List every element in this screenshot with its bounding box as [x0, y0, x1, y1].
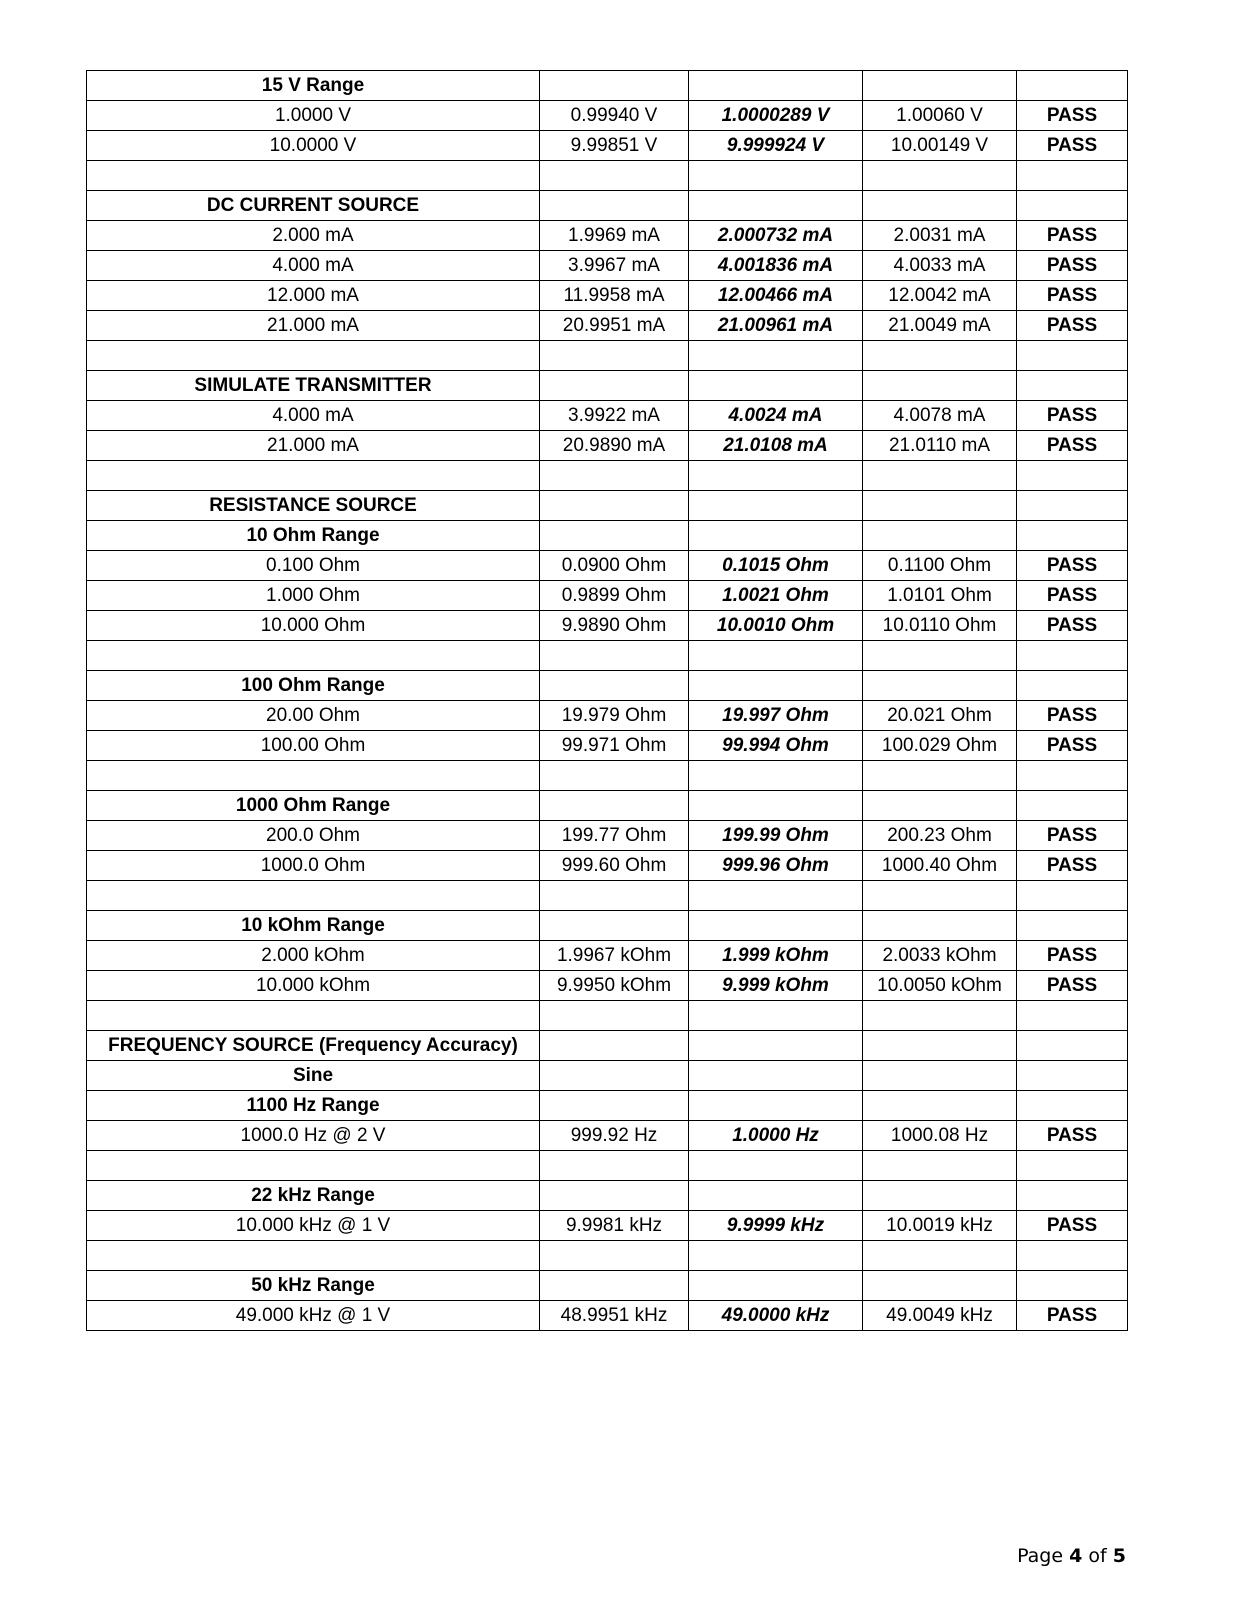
nominal-value-cell: 1.0000 V [87, 101, 540, 131]
nominal-value-cell [87, 1151, 540, 1181]
lower-limit-cell [540, 1061, 689, 1091]
blank-row [87, 1241, 1128, 1271]
result-cell [1017, 1271, 1128, 1301]
result-cell [1017, 341, 1128, 371]
lower-limit-cell [540, 1181, 689, 1211]
lower-limit-cell: 9.9950 kOhm [540, 971, 689, 1001]
blank-row [87, 161, 1128, 191]
result-cell: PASS [1017, 311, 1128, 341]
upper-limit-cell: 10.0019 kHz [863, 1211, 1017, 1241]
table-row [87, 251, 1128, 281]
measured-value-cell [689, 791, 863, 821]
measured-value-cell: 4.001836 mA [689, 251, 863, 281]
measured-value-cell: 199.99 Ohm [689, 821, 863, 851]
result-cell: PASS [1017, 611, 1128, 641]
measured-value-cell: 21.00961 mA [689, 311, 863, 341]
upper-limit-cell [863, 1061, 1017, 1091]
table-row [87, 101, 1128, 131]
section-heading-row [87, 1181, 1128, 1211]
measured-value-cell [689, 1151, 863, 1181]
upper-limit-cell: 2.0033 kOhm [863, 941, 1017, 971]
table-row [87, 731, 1128, 761]
upper-limit-cell [863, 1181, 1017, 1211]
nominal-value-cell: 49.000 kHz @ 1 V [87, 1301, 540, 1331]
upper-limit-cell [863, 641, 1017, 671]
result-cell [1017, 641, 1128, 671]
upper-limit-cell: 10.0110 Ohm [863, 611, 1017, 641]
table-row [87, 851, 1128, 881]
lower-limit-cell: 0.99940 V [540, 101, 689, 131]
table-row [87, 611, 1128, 641]
upper-limit-cell [863, 1241, 1017, 1271]
measured-value-cell [689, 881, 863, 911]
measured-value-cell [689, 491, 863, 521]
section-heading-cell: 15 V Range [87, 71, 540, 101]
table-row [87, 941, 1128, 971]
nominal-value-cell [87, 881, 540, 911]
lower-limit-cell: 20.9890 mA [540, 431, 689, 461]
result-cell [1017, 1031, 1128, 1061]
lower-limit-cell [540, 491, 689, 521]
section-heading-cell: 50 kHz Range [87, 1271, 540, 1301]
lower-limit-cell [540, 371, 689, 401]
table-row [87, 1211, 1128, 1241]
upper-limit-cell: 1.0101 Ohm [863, 581, 1017, 611]
nominal-value-cell [87, 761, 540, 791]
measured-value-cell: 9.999924 V [689, 131, 863, 161]
lower-limit-cell [540, 791, 689, 821]
section-heading-cell: RESISTANCE SOURCE [87, 491, 540, 521]
nominal-value-cell: 4.000 mA [87, 401, 540, 431]
page-of-label: of [1088, 1545, 1107, 1567]
result-cell [1017, 881, 1128, 911]
upper-limit-cell [863, 791, 1017, 821]
result-cell: PASS [1017, 851, 1128, 881]
upper-limit-cell: 12.0042 mA [863, 281, 1017, 311]
nominal-value-cell: 1000.0 Hz @ 2 V [87, 1121, 540, 1151]
measured-value-cell [689, 671, 863, 701]
upper-limit-cell: 4.0033 mA [863, 251, 1017, 281]
upper-limit-cell [863, 71, 1017, 101]
nominal-value-cell: 21.000 mA [87, 311, 540, 341]
measured-value-cell [689, 1181, 863, 1211]
table-row [87, 1121, 1128, 1151]
table-row [87, 221, 1128, 251]
section-heading-row [87, 191, 1128, 221]
nominal-value-cell: 2.000 mA [87, 221, 540, 251]
section-heading-cell: FREQUENCY SOURCE (Frequency Accuracy) [87, 1031, 540, 1061]
lower-limit-cell: 9.99851 V [540, 131, 689, 161]
measured-value-cell [689, 341, 863, 371]
section-heading-cell: SIMULATE TRANSMITTER [87, 371, 540, 401]
upper-limit-cell [863, 161, 1017, 191]
nominal-value-cell [87, 341, 540, 371]
lower-limit-cell [540, 161, 689, 191]
upper-limit-cell: 1000.40 Ohm [863, 851, 1017, 881]
result-cell: PASS [1017, 731, 1128, 761]
table-row [87, 281, 1128, 311]
table-row [87, 551, 1128, 581]
result-cell [1017, 671, 1128, 701]
result-cell [1017, 1001, 1128, 1031]
measured-value-cell [689, 191, 863, 221]
upper-limit-cell: 4.0078 mA [863, 401, 1017, 431]
result-cell: PASS [1017, 1301, 1128, 1331]
result-cell: PASS [1017, 281, 1128, 311]
lower-limit-cell [540, 1151, 689, 1181]
nominal-value-cell: 10.000 Ohm [87, 611, 540, 641]
lower-limit-cell: 0.9899 Ohm [540, 581, 689, 611]
lower-limit-cell [540, 641, 689, 671]
lower-limit-cell [540, 1271, 689, 1301]
nominal-value-cell [87, 161, 540, 191]
result-cell: PASS [1017, 401, 1128, 431]
upper-limit-cell: 1000.08 Hz [863, 1121, 1017, 1151]
nominal-value-cell [87, 461, 540, 491]
measured-value-cell [689, 461, 863, 491]
section-heading-row [87, 1061, 1128, 1091]
upper-limit-cell: 21.0110 mA [863, 431, 1017, 461]
table-row [87, 131, 1128, 161]
table-row [87, 1301, 1128, 1331]
section-heading-row [87, 791, 1128, 821]
result-cell: PASS [1017, 221, 1128, 251]
lower-limit-cell: 48.9951 kHz [540, 1301, 689, 1331]
upper-limit-cell [863, 1271, 1017, 1301]
nominal-value-cell [87, 1001, 540, 1031]
measured-value-cell [689, 71, 863, 101]
result-cell [1017, 371, 1128, 401]
nominal-value-cell [87, 1241, 540, 1271]
section-heading-row [87, 371, 1128, 401]
nominal-value-cell: 10.000 kHz @ 1 V [87, 1211, 540, 1241]
section-heading-row [87, 1031, 1128, 1061]
section-heading-cell: 10 kOhm Range [87, 911, 540, 941]
upper-limit-cell: 100.029 Ohm [863, 731, 1017, 761]
section-heading-cell: 100 Ohm Range [87, 671, 540, 701]
upper-limit-cell: 21.0049 mA [863, 311, 1017, 341]
blank-row [87, 461, 1128, 491]
result-cell [1017, 491, 1128, 521]
measured-value-cell [689, 1001, 863, 1031]
section-heading-row [87, 911, 1128, 941]
section-heading-cell: 22 kHz Range [87, 1181, 540, 1211]
upper-limit-cell: 20.021 Ohm [863, 701, 1017, 731]
nominal-value-cell: 2.000 kOhm [87, 941, 540, 971]
measured-value-cell: 10.0010 Ohm [689, 611, 863, 641]
measured-value-cell: 21.0108 mA [689, 431, 863, 461]
blank-row [87, 761, 1128, 791]
measured-value-cell: 9.9999 kHz [689, 1211, 863, 1241]
lower-limit-cell: 3.9967 mA [540, 251, 689, 281]
result-cell: PASS [1017, 941, 1128, 971]
result-cell [1017, 1091, 1128, 1121]
table-row [87, 821, 1128, 851]
nominal-value-cell [87, 641, 540, 671]
lower-limit-cell: 19.979 Ohm [540, 701, 689, 731]
nominal-value-cell: 100.00 Ohm [87, 731, 540, 761]
table-row [87, 431, 1128, 461]
result-cell [1017, 761, 1128, 791]
section-heading-cell: 10 Ohm Range [87, 521, 540, 551]
section-heading-row [87, 521, 1128, 551]
measured-value-cell: 4.0024 mA [689, 401, 863, 431]
lower-limit-cell [540, 71, 689, 101]
section-heading-cell: 1100 Hz Range [87, 1091, 540, 1121]
upper-limit-cell [863, 761, 1017, 791]
upper-limit-cell [863, 491, 1017, 521]
lower-limit-cell: 0.0900 Ohm [540, 551, 689, 581]
nominal-value-cell: 10.000 kOhm [87, 971, 540, 1001]
measured-value-cell [689, 911, 863, 941]
lower-limit-cell [540, 1241, 689, 1271]
section-heading-row [87, 1271, 1128, 1301]
blank-row [87, 1151, 1128, 1181]
result-cell [1017, 521, 1128, 551]
section-heading-row [87, 671, 1128, 701]
nominal-value-cell: 10.0000 V [87, 131, 540, 161]
upper-limit-cell [863, 461, 1017, 491]
lower-limit-cell: 99.971 Ohm [540, 731, 689, 761]
measured-value-cell [689, 1091, 863, 1121]
upper-limit-cell [863, 521, 1017, 551]
nominal-value-cell: 0.100 Ohm [87, 551, 540, 581]
result-cell: PASS [1017, 431, 1128, 461]
upper-limit-cell [863, 341, 1017, 371]
total-pages: 5 [1112, 1545, 1126, 1567]
measured-value-cell [689, 371, 863, 401]
upper-limit-cell: 0.1100 Ohm [863, 551, 1017, 581]
section-heading-row [87, 491, 1128, 521]
result-cell [1017, 161, 1128, 191]
result-cell: PASS [1017, 131, 1128, 161]
lower-limit-cell: 11.9958 mA [540, 281, 689, 311]
lower-limit-cell: 1.9967 kOhm [540, 941, 689, 971]
measured-value-cell [689, 161, 863, 191]
calibration-results-body [87, 71, 1128, 1331]
result-cell [1017, 1151, 1128, 1181]
calibration-results-table [86, 70, 1128, 1331]
upper-limit-cell [863, 371, 1017, 401]
current-page: 4 [1069, 1545, 1083, 1567]
upper-limit-cell: 1.00060 V [863, 101, 1017, 131]
measured-value-cell: 1.0000289 V [689, 101, 863, 131]
measured-value-cell: 1.0021 Ohm [689, 581, 863, 611]
measured-value-cell [689, 1061, 863, 1091]
result-cell: PASS [1017, 1211, 1128, 1241]
nominal-value-cell: 4.000 mA [87, 251, 540, 281]
table-row [87, 971, 1128, 1001]
result-cell [1017, 1061, 1128, 1091]
lower-limit-cell [540, 341, 689, 371]
result-cell: PASS [1017, 821, 1128, 851]
measured-value-cell [689, 641, 863, 671]
nominal-value-cell: 20.00 Ohm [87, 701, 540, 731]
result-cell [1017, 1241, 1128, 1271]
measured-value-cell: 2.000732 mA [689, 221, 863, 251]
measured-value-cell [689, 1241, 863, 1271]
page-number [1017, 1545, 1126, 1567]
lower-limit-cell [540, 521, 689, 551]
result-cell: PASS [1017, 251, 1128, 281]
measured-value-cell: 19.997 Ohm [689, 701, 863, 731]
lower-limit-cell [540, 671, 689, 701]
result-cell: PASS [1017, 971, 1128, 1001]
lower-limit-cell [540, 1001, 689, 1031]
lower-limit-cell [540, 461, 689, 491]
lower-limit-cell [540, 911, 689, 941]
measured-value-cell: 999.96 Ohm [689, 851, 863, 881]
result-cell [1017, 911, 1128, 941]
result-cell: PASS [1017, 581, 1128, 611]
section-heading-cell: 1000 Ohm Range [87, 791, 540, 821]
measured-value-cell [689, 521, 863, 551]
upper-limit-cell: 10.0050 kOhm [863, 971, 1017, 1001]
section-heading-row [87, 71, 1128, 101]
result-cell [1017, 71, 1128, 101]
lower-limit-cell [540, 761, 689, 791]
measured-value-cell: 1.999 kOhm [689, 941, 863, 971]
lower-limit-cell: 999.60 Ohm [540, 851, 689, 881]
lower-limit-cell: 3.9922 mA [540, 401, 689, 431]
table-row [87, 581, 1128, 611]
table-row [87, 401, 1128, 431]
section-heading-cell: Sine [87, 1061, 540, 1091]
measured-value-cell: 1.0000 Hz [689, 1121, 863, 1151]
blank-row [87, 1001, 1128, 1031]
result-cell [1017, 1181, 1128, 1211]
measured-value-cell: 9.999 kOhm [689, 971, 863, 1001]
blank-row [87, 641, 1128, 671]
result-cell: PASS [1017, 101, 1128, 131]
result-cell: PASS [1017, 1121, 1128, 1151]
upper-limit-cell: 2.0031 mA [863, 221, 1017, 251]
lower-limit-cell: 199.77 Ohm [540, 821, 689, 851]
lower-limit-cell: 20.9951 mA [540, 311, 689, 341]
nominal-value-cell: 1000.0 Ohm [87, 851, 540, 881]
upper-limit-cell: 10.00149 V [863, 131, 1017, 161]
lower-limit-cell [540, 1031, 689, 1061]
result-cell [1017, 791, 1128, 821]
lower-limit-cell [540, 191, 689, 221]
measured-value-cell: 49.0000 kHz [689, 1301, 863, 1331]
lower-limit-cell: 1.9969 mA [540, 221, 689, 251]
nominal-value-cell: 200.0 Ohm [87, 821, 540, 851]
result-cell: PASS [1017, 551, 1128, 581]
section-heading-cell: DC CURRENT SOURCE [87, 191, 540, 221]
upper-limit-cell [863, 881, 1017, 911]
upper-limit-cell [863, 671, 1017, 701]
result-cell [1017, 461, 1128, 491]
lower-limit-cell [540, 881, 689, 911]
upper-limit-cell [863, 1091, 1017, 1121]
upper-limit-cell [863, 191, 1017, 221]
nominal-value-cell: 21.000 mA [87, 431, 540, 461]
measured-value-cell: 99.994 Ohm [689, 731, 863, 761]
table-row [87, 701, 1128, 731]
upper-limit-cell [863, 1151, 1017, 1181]
upper-limit-cell [863, 911, 1017, 941]
measured-value-cell [689, 1031, 863, 1061]
blank-row [87, 881, 1128, 911]
upper-limit-cell: 200.23 Ohm [863, 821, 1017, 851]
upper-limit-cell [863, 1031, 1017, 1061]
section-heading-row [87, 1091, 1128, 1121]
page-label: Page [1017, 1545, 1064, 1567]
table-row [87, 311, 1128, 341]
lower-limit-cell: 999.92 Hz [540, 1121, 689, 1151]
result-cell [1017, 191, 1128, 221]
upper-limit-cell: 49.0049 kHz [863, 1301, 1017, 1331]
result-cell: PASS [1017, 701, 1128, 731]
measured-value-cell [689, 761, 863, 791]
measured-value-cell: 12.00466 mA [689, 281, 863, 311]
lower-limit-cell [540, 1091, 689, 1121]
nominal-value-cell: 12.000 mA [87, 281, 540, 311]
measured-value-cell: 0.1015 Ohm [689, 551, 863, 581]
lower-limit-cell: 9.9890 Ohm [540, 611, 689, 641]
upper-limit-cell [863, 1001, 1017, 1031]
blank-row [87, 341, 1128, 371]
nominal-value-cell: 1.000 Ohm [87, 581, 540, 611]
lower-limit-cell: 9.9981 kHz [540, 1211, 689, 1241]
measured-value-cell [689, 1271, 863, 1301]
